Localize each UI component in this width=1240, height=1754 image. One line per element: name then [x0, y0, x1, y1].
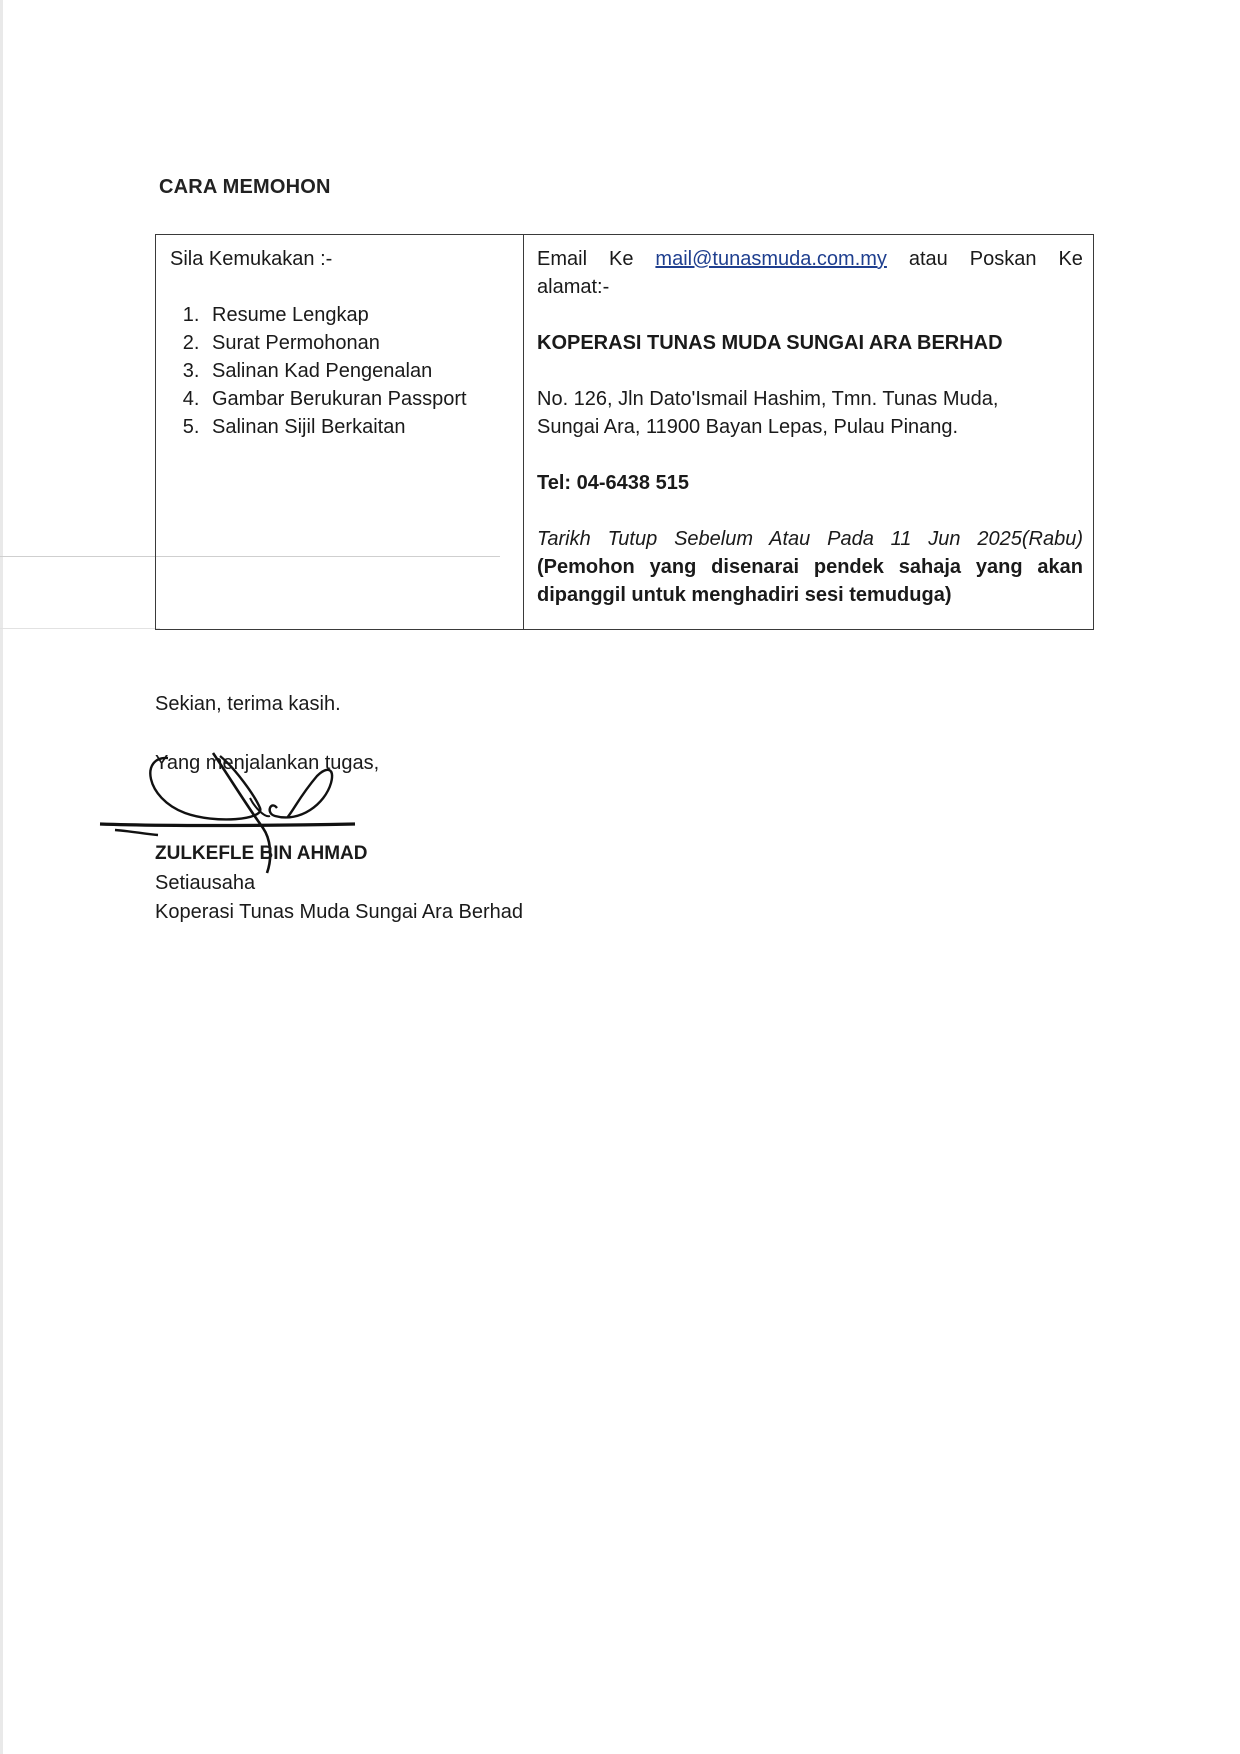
email-word: Ke: [1058, 248, 1083, 270]
shortlist-note: [537, 553, 1083, 609]
address-line: Sungai Ara, 11900 Bayan Lepas, Pulau Pinang.: [537, 416, 959, 438]
list-item: 2. Surat Permohonan: [205, 329, 513, 357]
signer-name: ZULKEFLE BIN AHMAD: [155, 843, 368, 864]
closing-date: Tarikh Tutup Sebelum Atau Pada 11 Jun 2025(Rabu): [537, 528, 1083, 550]
required-documents-list: [170, 301, 513, 441]
email-instruction: [537, 245, 1083, 273]
list-item: 1. Resume Lengkap: [205, 301, 513, 329]
signer-title: Setiausaha: [155, 872, 256, 894]
email-link[interactable]: mail@tunasmuda.com.my: [655, 248, 887, 270]
submission-column: [524, 235, 1093, 629]
note-line: (Pemohon yang disenarai pendek sahaja yang akan: [537, 556, 1083, 578]
requirements-column: [156, 235, 524, 629]
list-item: 4. Gambar Berukuran Passport: [205, 385, 513, 413]
signer-organization: Koperasi Tunas Muda Sungai Ara Berhad: [155, 901, 524, 923]
scan-edge: [0, 0, 3, 1754]
address-label: alamat:-: [537, 276, 610, 298]
list-item: 5. Salinan Sijil Berkaitan: [205, 413, 513, 441]
email-word: Poskan: [969, 248, 1037, 270]
closing-remark: Sekian, terima kasih.: [155, 693, 341, 715]
organization-name: KOPERASI TUNAS MUDA SUNGAI ARA BERHAD: [537, 332, 1003, 354]
application-table: [155, 234, 1094, 630]
list-item: 3. Salinan Kad Pengenalan: [205, 357, 513, 385]
address-line: No. 126, Jln Dato'Ismail Hashim, Tmn. Tunas Muda,: [537, 388, 999, 410]
sign-off: Yang menjalankan tugas,: [155, 752, 380, 774]
requirements-intro: Sila Kemukakan :-: [170, 248, 333, 270]
section-title: CARA MEMOHON: [159, 176, 331, 198]
email-word: Email: [537, 248, 588, 270]
email-word: Ke: [608, 248, 634, 270]
note-line: dipanggil untuk menghadiri sesi temuduga): [537, 584, 952, 606]
email-word: atau: [908, 248, 948, 270]
telephone: Tel: 04-6438 515: [537, 472, 689, 494]
scan-artifact-line: [0, 628, 160, 629]
